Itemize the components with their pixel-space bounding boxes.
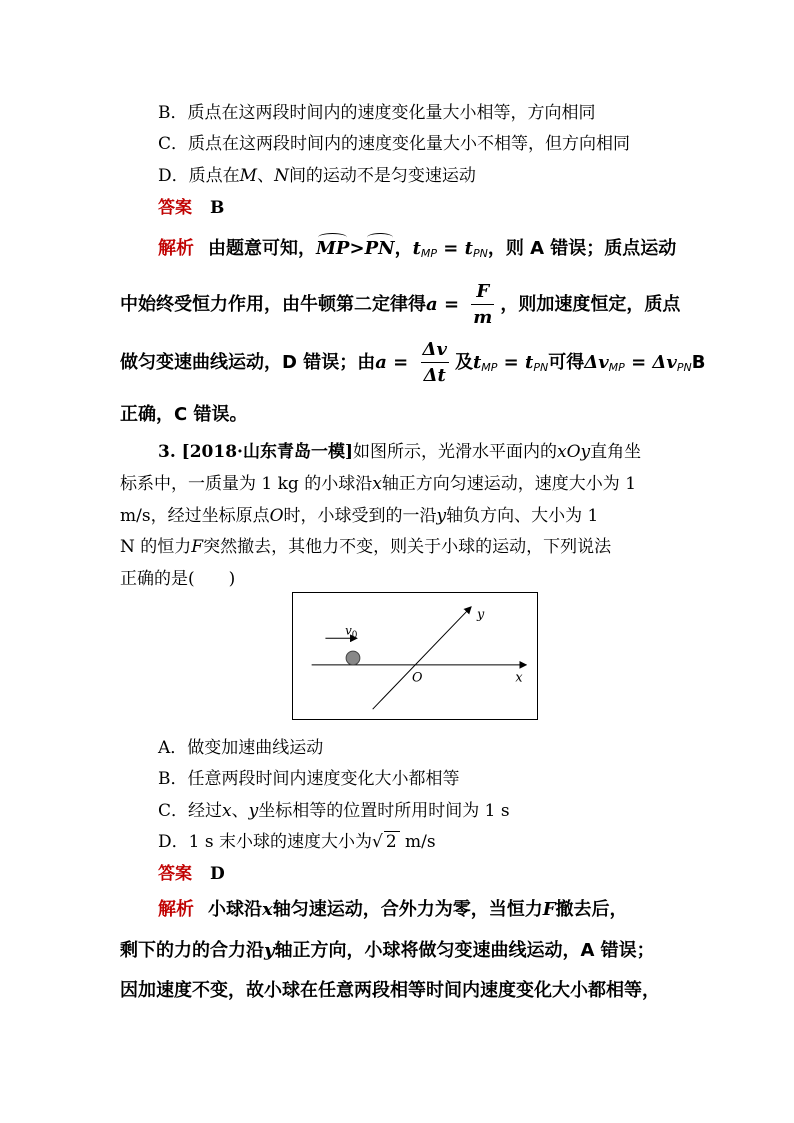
answer-value: B (210, 198, 225, 218)
var-x: x (372, 474, 382, 494)
sub-pn: PN (472, 247, 488, 260)
stem-text: 标系中，一质量为 1 kg 的小球沿 (120, 474, 373, 494)
exp-comma: ， (394, 238, 413, 259)
exp-text: 可得 (548, 352, 585, 373)
q2-explanation-line-4: 正确，C 错误。 (120, 404, 248, 425)
q2-option-d-prefix: D．质点在 (158, 166, 240, 186)
origin-label: O (412, 670, 423, 686)
answer-value: D (210, 864, 225, 884)
exp-text: 轴匀速运动，合外力为零，当恒力 (272, 899, 543, 920)
eq-sign: = (437, 294, 466, 315)
q3-stem-line-3 (120, 501, 598, 526)
var-y: y (436, 506, 447, 526)
sub-mp: MP (608, 361, 625, 374)
stem-text: 轴正方向匀速运动，速度大小为 1 (381, 474, 637, 494)
q3-option-d (158, 827, 436, 852)
x-label: x (515, 670, 523, 686)
exp-text: B (691, 352, 706, 373)
stem-text: 直角坐 (590, 442, 642, 462)
q3-stem-line-2 (120, 469, 636, 494)
var-t: t (412, 238, 421, 259)
gt-sign: > (349, 238, 365, 259)
var-x: x (222, 801, 232, 821)
exp-text: ，则 A 错误；质点运动 (487, 238, 677, 259)
q2-option-d (158, 161, 476, 186)
explanation-label: 解析 (158, 899, 194, 920)
var-t: t (464, 238, 473, 259)
option-sep: 、 (231, 801, 249, 821)
stem-text: N 的恒力 (120, 537, 192, 557)
question-source: [2018·山东青岛一模] (181, 442, 353, 462)
exp-text: 剩下的力的合力沿 (120, 940, 264, 961)
stem-text: m/s，经过坐标原点 (120, 506, 270, 526)
var-delta-v: Δv (652, 352, 677, 373)
q2-explanation-line-3 (120, 341, 705, 385)
var-f: F (542, 899, 556, 920)
fraction-numerator: F (471, 283, 494, 305)
answer-label: 答案 (158, 198, 192, 218)
y-label: y (477, 607, 485, 623)
q2-option-d-sep: 、 (257, 166, 275, 186)
eq-sign: = (624, 352, 653, 373)
stem-text: 如图所示，光滑水平面内的 (353, 442, 557, 462)
exp-text: 小球沿 (208, 899, 262, 920)
var-a: a (375, 352, 387, 373)
arc-pn: PN (364, 238, 395, 259)
stem-text: 突然撤去，其他力不变，则关于小球的运动，下列说法 (203, 537, 612, 557)
var-t: t (472, 352, 482, 373)
q2-option-b: B．质点在这两段时间内的速度变化量大小相等，方向相同 (158, 103, 596, 123)
question-number: 3. (158, 442, 182, 462)
q3-option-b: B．任意两段时间内速度变化大小都相等 (158, 769, 460, 789)
option-text: 坐标相等的位置时所用时间为 1 s (258, 801, 510, 821)
option-text: C．经过 (158, 801, 223, 821)
eq-sign: = (437, 238, 465, 259)
q2-explanation-line-1 (120, 234, 676, 260)
fraction-numerator: Δv (421, 341, 449, 363)
explanation-label: 解析 (158, 238, 194, 259)
eq-sign: = (386, 352, 415, 373)
q3-option-c (158, 796, 510, 821)
sub-pn: PN (533, 361, 549, 374)
eq-sign: = (497, 352, 526, 373)
sub-mp: MP (481, 361, 498, 374)
exp-text: 由题意可知， (208, 238, 316, 259)
q3-explanation-line-3: 因加速度不变，故小球在任意两段相等时间内速度变化大小都相等， (120, 980, 660, 1001)
var-y: y (248, 801, 259, 821)
var-n: N (274, 166, 289, 186)
q3-explanation-line-1 (120, 895, 628, 921)
var-m: M (239, 166, 258, 186)
exp-text: ，则加速度恒定，质点 (500, 294, 681, 315)
exp-text: 及 (454, 352, 473, 373)
arc-mp: MP (316, 238, 350, 259)
coordinate-diagram (293, 593, 537, 719)
ball (346, 651, 360, 665)
var-f: F (191, 537, 204, 557)
stem-text: 时，小球受到的一沿 (283, 506, 437, 526)
q2-option-c: C．质点在这两段时间内的速度变化量大小不相等，但方向相同 (158, 134, 631, 154)
exp-text: 轴正方向，小球将做匀变速曲线运动，A 错误； (274, 940, 655, 961)
answer-label: 答案 (158, 864, 192, 884)
v0-label: $v_0$ (345, 623, 358, 641)
fraction-denominator: m (473, 307, 493, 328)
var-delta-v: Δv (584, 352, 609, 373)
var-x: x (262, 899, 273, 920)
option-text: D．1 s 末小球的速度大小为 (158, 832, 372, 852)
sub-pn: PN (676, 361, 692, 374)
q3-stem-line-5: 正确的是( ) (120, 569, 236, 589)
fraction-dv-over-dt (421, 341, 449, 385)
var-a: a (426, 294, 438, 315)
sqrt-value: 2 (384, 831, 400, 852)
q3-option-a: A．做变加速曲线运动 (158, 738, 324, 758)
fraction-f-over-m (471, 283, 494, 327)
exp-text: 撤去后， (555, 899, 628, 920)
y-axis (373, 607, 471, 709)
coordinate-figure (292, 592, 538, 720)
sqrt-sign: √ (371, 832, 383, 852)
q3-answer (158, 859, 225, 884)
fraction-denominator: Δt (423, 365, 446, 386)
q3-explanation-line-2 (120, 936, 655, 962)
unit: m/s (399, 832, 436, 852)
q3-stem-line-1 (158, 437, 641, 462)
q2-answer (158, 193, 224, 218)
exp-text: 中始终受恒力作用，由牛顿第二定律得 (120, 294, 426, 315)
var-o: O (269, 506, 284, 526)
q2-explanation-line-2 (120, 283, 680, 327)
var-t: t (525, 352, 534, 373)
var-xoy: xOy (557, 442, 591, 462)
sub-mp: MP (420, 247, 438, 260)
stem-text: 轴负方向、大小为 1 (446, 506, 599, 526)
exp-text: 做匀变速曲线运动，D 错误；由 (120, 352, 376, 373)
q3-stem-line-4 (120, 532, 611, 557)
q2-option-d-suffix: 间的运动不是匀变速运动 (288, 166, 476, 186)
var-y: y (264, 940, 275, 961)
